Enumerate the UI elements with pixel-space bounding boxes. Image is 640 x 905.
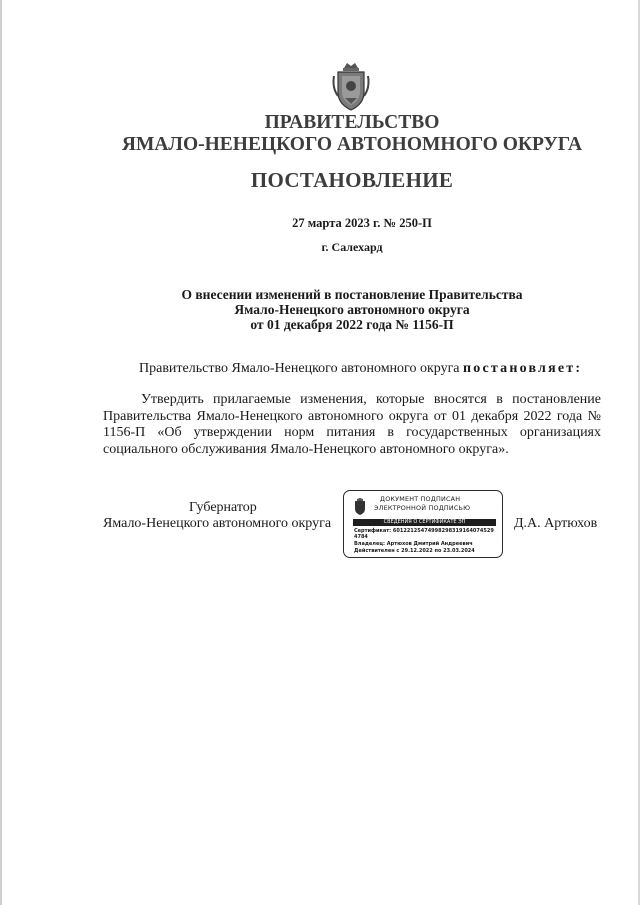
stamp-owner: Владелец: Артюхов Дмитрий Андреевич [354,541,473,547]
stamp-certificate-header: СВЕДЕНИЯ О СЕРТИФИКАТЕ ЭП [353,519,496,526]
resolution-paragraph: Утвердить прилагаемые изменения, которые вносятся в постановление Правительства Ямало-Ненецкого автономного округа от 01 декабря 2022 года № 1156-П «Об утверждении норм питания в государственных организациях социального обслуживания Ямало-Ненецкого автономного округа». [103,392,601,457]
document-date-number: 27 марта 2023 г. № 250-П [292,216,432,230]
subject-line-1: О внесении изменений в постановление Правительства [181,287,523,302]
coat-of-arms-icon [330,62,372,112]
signatory-name: Д.А. Артюхов [514,516,598,531]
emblem-icon [353,498,367,516]
electronic-signature-stamp [343,490,503,558]
stamp-certificate-number-line2: 4784 [354,534,368,540]
signatory-title: Губернатор [189,500,257,515]
document-city: г. Салехард [321,240,383,254]
signatory-organization: Ямало-Ненецкого автономного округа [103,516,332,531]
page-left-edge [0,0,2,905]
subject-line-2: Ямало-Ненецкого автономного округа [234,302,470,317]
government-name-line1: ПРАВИТЕЛЬСТВО [264,112,440,133]
preamble-text: Правительство Ямало-Ненецкого автономного округа [139,361,460,376]
stamp-certificate-number-line1: Сертификат: 60122125474998298319164074529 [354,528,494,534]
document-type-title: ПОСТАНОВЛЕНИЕ [250,168,454,192]
stamp-title-line1: ДОКУМЕНТ ПОДПИСАН [380,495,461,503]
government-name-line2: ЯМАЛО-НЕНЕЦКОГО АВТОНОМНОГО ОКРУГА [121,134,583,155]
stamp-validity: Действителен с 29.12.2022 по 23.03.2024 [354,548,475,554]
preamble [139,361,582,377]
preamble-resolves: постановляет: [463,361,583,376]
subject-line-3: от 01 декабря 2022 года № 1156-П [250,317,454,332]
stamp-title-line2: ЭЛЕКТРОННОЙ ПОДПИСЬЮ [374,504,471,512]
